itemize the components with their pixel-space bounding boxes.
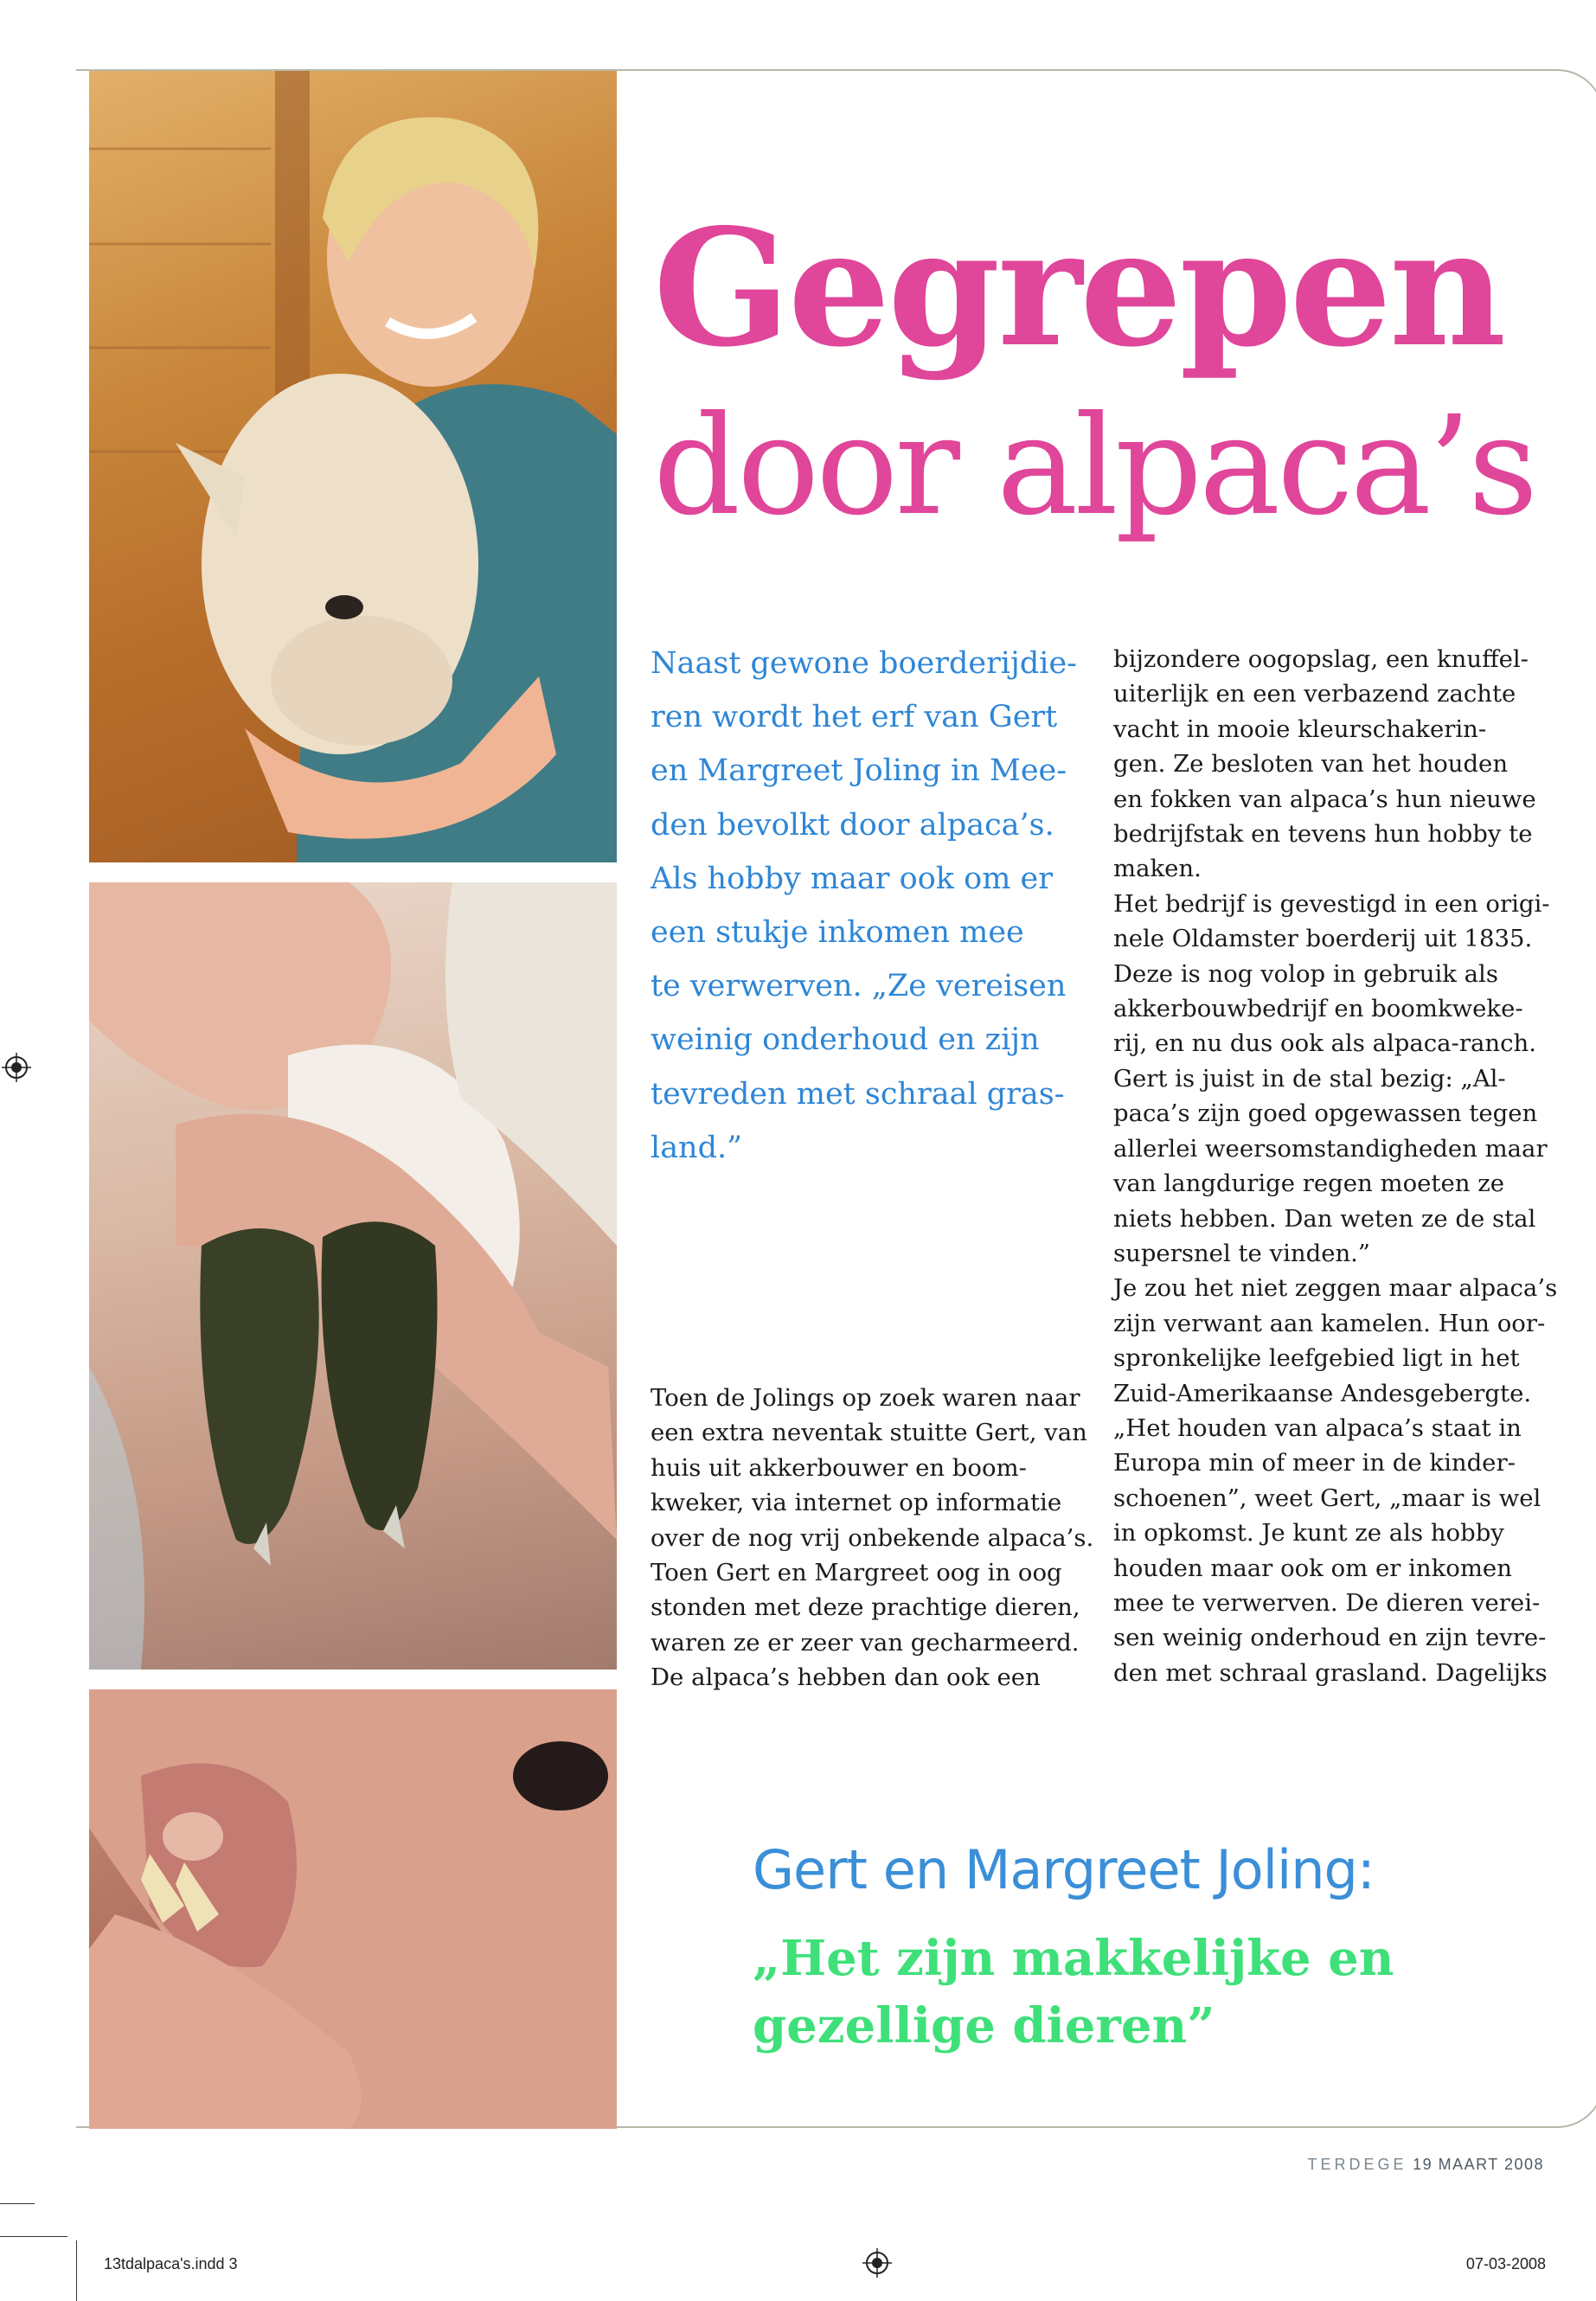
body-line: nele Oldamster boerderij uit 1835. <box>1113 925 1533 953</box>
headline-title: Gegrepen <box>653 193 1504 382</box>
crop-mark <box>76 2240 77 2301</box>
body-line: maken. <box>1113 855 1202 883</box>
photo-woman-with-alpaca <box>89 71 617 862</box>
body-line: spronkelijke leefgebied ligt in het <box>1113 1344 1520 1373</box>
slug-date: 07-03-2008 <box>1465 2255 1546 2272</box>
body-line: Zuid-Amerikaanse Andesgebergte. <box>1113 1379 1532 1407</box>
crop-mark <box>0 2203 35 2204</box>
intro-line: weinig onderhoud en zijn <box>651 1022 1040 1058</box>
intro-line: te verwerven. „Ze vereisen <box>651 969 1067 1004</box>
pull-quote-line: gezellige dieren” <box>753 1997 1215 2054</box>
intro-line: en Margreet Joling in Mee- <box>651 753 1067 789</box>
body-line: waren ze er zeer van gecharmeerd. <box>651 1628 1080 1657</box>
body-line: zijn verwant aan kamelen. Hun oor- <box>1113 1309 1546 1337</box>
body-line: bijzondere oogopslag, een knuffel- <box>1113 645 1529 673</box>
pull-quote-speaker: Gert en Margreet Joling: <box>753 1838 1375 1901</box>
slug-filename: 13tdalpaca's.indd 3 <box>104 2255 238 2272</box>
crop-mark <box>0 2236 67 2237</box>
intro-line: Als hobby maar ook om er <box>651 861 1053 896</box>
body-line: De alpaca’s hebben dan ook een <box>651 1663 1041 1692</box>
body-column-left <box>651 1381 1094 1695</box>
headline-subtitle: door alpaca’s <box>653 387 1535 546</box>
pull-quote <box>753 1925 1548 2060</box>
body-line: Toen Gert en Margreet oog in oog <box>651 1559 1062 1587</box>
body-line: niets hebben. Dan weten ze de stal <box>1113 1204 1536 1233</box>
body-line: akkerbouwbedrijf en boomkweke- <box>1113 995 1523 1023</box>
body-line: Gert is juist in de stal bezig: „Al- <box>1113 1064 1506 1093</box>
body-line: bedrijfstak en tevens hun hobby te <box>1113 820 1533 849</box>
intro-line: land.” <box>651 1130 743 1165</box>
body-line: Je zou het niet zeggen maar alpaca’s <box>1113 1274 1558 1303</box>
intro-line: Naast gewone boerderijdie- <box>651 646 1077 681</box>
body-line: vacht in mooie kleurschakerin- <box>1113 715 1487 743</box>
body-line: in opkomst. Je kunt ze als hobby <box>1113 1519 1504 1548</box>
body-line: Toen de Jolings op zoek waren naar <box>651 1384 1080 1412</box>
body-line: over de nog vrij onbekende alpaca’s. <box>651 1523 1094 1552</box>
body-line: den met schraal grasland. Dagelijks <box>1113 1658 1548 1687</box>
folio-date: 19 MAART 2008 <box>1413 2156 1544 2173</box>
photo-alpaca-teeth <box>89 1689 617 2129</box>
intro-line: tevreden met schraal gras- <box>651 1076 1065 1112</box>
body-line: paca’s zijn goed opgewassen tegen <box>1113 1099 1538 1128</box>
registration-mark-icon <box>862 2248 892 2278</box>
intro-paragraph <box>651 637 1087 1175</box>
body-line: Het bedrijf is gevestigd in een origi- <box>1113 889 1550 918</box>
body-line: gen. Ze besloten van het houden <box>1113 750 1509 779</box>
body-line: schoenen”, weet Gert, „maar is wel <box>1113 1484 1542 1512</box>
body-line: kweker, via internet op informatie <box>651 1489 1062 1517</box>
intro-line: ren wordt het erf van Gert <box>651 700 1058 735</box>
body-line: rij, en nu dus ook als alpaca-ranch. <box>1113 1029 1536 1058</box>
body-column-right <box>1113 642 1558 1690</box>
body-line: Europa min of meer in de kinder- <box>1113 1449 1516 1477</box>
body-line: Deze is nog volop in gebruik als <box>1113 959 1498 988</box>
body-line: huis uit akkerbouwer en boom- <box>651 1453 1027 1482</box>
body-line: allerlei weersomstandigheden maar <box>1113 1134 1548 1163</box>
folio-magazine: TERDEGE <box>1307 2156 1407 2173</box>
body-line: en fokken van alpaca’s hun nieuwe <box>1113 785 1536 813</box>
body-line: sen weinig onderhoud en zijn tevre- <box>1113 1624 1547 1652</box>
body-line: „Het houden van alpaca’s staat in <box>1113 1413 1522 1442</box>
registration-mark-icon <box>2 1053 31 1082</box>
intro-line: den bevolkt door alpaca’s. <box>651 807 1054 843</box>
body-line: een extra neventak stuitte Gert, van <box>651 1419 1087 1447</box>
intro-line: een stukje inkomen mee <box>651 915 1024 951</box>
body-line: stonden met deze prachtige dieren, <box>651 1593 1080 1622</box>
pull-quote-line: „Het zijn makkelijke en <box>753 1930 1394 1987</box>
photo-alpaca-foot <box>89 882 617 1670</box>
page-folio <box>1308 2156 1544 2174</box>
body-line: mee te verwerven. De dieren verei- <box>1113 1588 1541 1617</box>
body-line: supersnel te vinden.” <box>1113 1239 1370 1267</box>
body-line: van langdurige regen moeten ze <box>1113 1170 1504 1198</box>
body-line: uiterlijk en een verbazend zachte <box>1113 680 1516 708</box>
page-frame-right <box>1557 69 1596 2128</box>
body-line: houden maar ook om er inkomen <box>1113 1554 1512 1582</box>
